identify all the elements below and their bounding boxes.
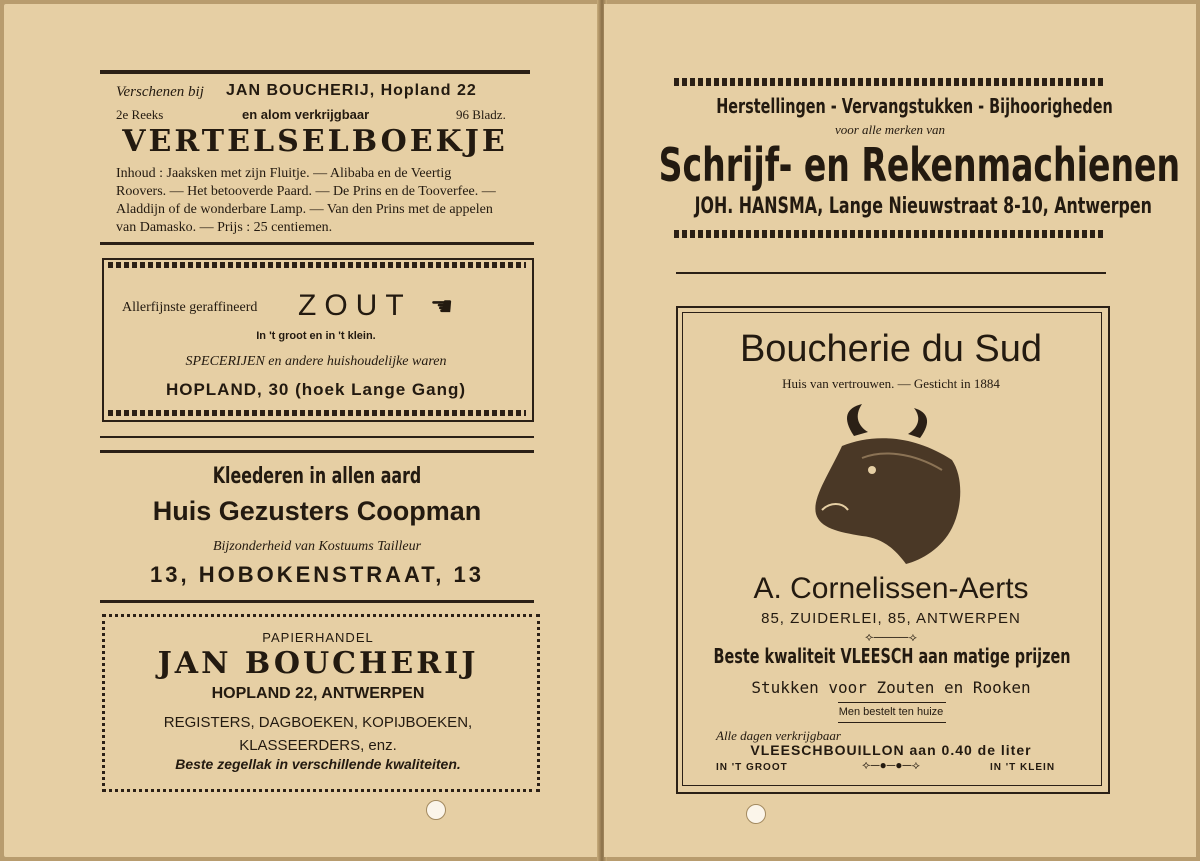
papierhandel-address: HOPLAND 22, ANTWERPEN: [211, 685, 425, 702]
zout-product: ZOUT: [298, 289, 412, 322]
ornament-bottom: [674, 230, 1106, 238]
inhoud-line-1: Inhoud : Jaaksken met zijn Fluitje. — Alibaba en de Veertig: [116, 166, 452, 181]
papierhandel-seal: Beste zegellak in verschillende kwaliteiten.: [175, 756, 461, 772]
coopman-name: Huis Gezusters Coopman: [152, 496, 482, 526]
pages-label: 96 Bladz.: [456, 107, 506, 122]
boucherie-address: 85, ZUIDERLEI, 85, ANTWERPEN: [761, 610, 1021, 627]
top-rule: [100, 70, 530, 74]
machines-line2: voor alle merken van: [834, 122, 946, 137]
papierhandel-kind: PAPIERHANDEL: [262, 630, 374, 645]
left-page: [4, 4, 600, 857]
reeks-label: 2e Reeks: [116, 107, 164, 122]
availability-label: en alom verkrijgbaar: [242, 107, 370, 122]
boucherie-klein: IN 'T KLEIN: [990, 762, 1056, 773]
coopman-line1: Kleederen in allen aard: [212, 464, 422, 489]
divider: [838, 722, 946, 723]
boucherie-daily: Alle dagen verkrijgbaar: [716, 728, 841, 743]
inhoud-line-3: Aladdijn of de wonderbare Lamp. — Van den Prins met de appelen: [116, 202, 493, 217]
divider-ornament: ⟣─●─●─⟢: [862, 758, 920, 772]
punch-hole: [426, 800, 446, 820]
bull-head-icon: [802, 398, 982, 568]
divider: [100, 450, 534, 453]
ornament-top: [674, 78, 1106, 86]
verschenen-label: Verschenen bij: [116, 84, 204, 100]
book-title: VERTELSELBOEKJE: [122, 124, 508, 159]
coopman-address: 13, HOBOKENSTRAAT, 13: [150, 562, 484, 587]
inhoud-line-4: van Damasko. — Prijs : 25 centiemen.: [116, 220, 333, 235]
punch-hole: [746, 804, 766, 824]
papierhandel-items-2: KLASSEERDERS, enz.: [239, 737, 397, 754]
zout-prefix: Allerfijnste geraffineerd: [122, 300, 258, 315]
divider: [100, 436, 534, 438]
boucherie-quality: Beste kwaliteit VLEESCH aan matige prijzen: [713, 644, 1071, 668]
pointing-hand-icon: ☚: [430, 292, 454, 321]
zout-spices: SPECERIJEN en andere huishoudelijke waren: [185, 354, 447, 369]
inhoud-line-2: Roovers. — Het betooverde Paard. — De Prins en de Tooverfee. —: [116, 184, 496, 199]
machines-title: Schrijf- en Rekenmachienen: [658, 138, 1181, 192]
machines-address: JOH. HANSMA, Lange Nieuwstraat 8-10, Antwerpen: [694, 194, 1152, 219]
machines-line1: Herstellingen - Vervangstukken - Bijhoorigheden: [716, 94, 1113, 118]
zout-sub: In 't groot en in 't klein.: [256, 330, 376, 342]
boucherie-subtitle: Huis van vertrouwen. — Gesticht in 1884: [782, 376, 1000, 391]
divider-ornament: ⟣────⟢: [865, 630, 917, 644]
boucherie-title: Boucherie du Sud: [739, 328, 1043, 370]
frame-ornament-bottom: [108, 410, 526, 416]
boucherie-bouillon: VLEESCHBOUILLON aan 0.40 de liter: [750, 742, 1032, 758]
divider: [100, 242, 534, 245]
papierhandel-name: JAN BOUCHERIJ: [157, 646, 479, 681]
publisher-name: JAN BOUCHERIJ, Hopland 22: [226, 82, 477, 99]
coopman-specialty: Bijzonderheid van Kostuums Tailleur: [212, 539, 422, 554]
boucherie-owner: A. Cornelissen-Aerts: [753, 572, 1029, 605]
divider: [100, 600, 534, 603]
boucherie-pieces: Stukken voor Zouten en Rooken: [751, 678, 1031, 697]
frame-ornament-top: [108, 262, 526, 268]
papierhandel-items-1: REGISTERS, DAGBOEKEN, KOPIJBOEKEN,: [163, 714, 473, 731]
right-page: [604, 4, 1196, 857]
divider: [676, 272, 1106, 274]
boucherie-delivery: Men bestelt ten huize: [838, 706, 944, 718]
zout-address: HOPLAND, 30 (hoek Lange Gang): [165, 380, 467, 399]
boucherie-groot: IN 'T GROOT: [716, 762, 788, 773]
divider: [838, 702, 946, 703]
